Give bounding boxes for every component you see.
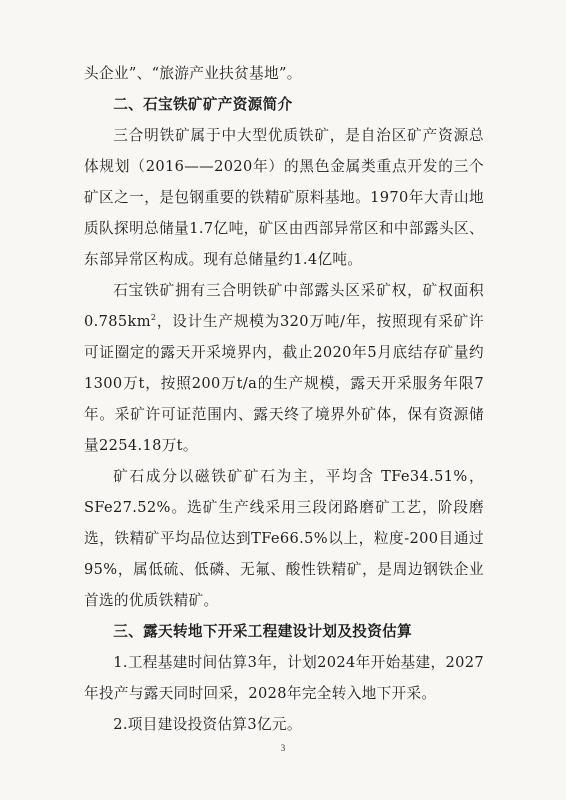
page-number: 3 <box>280 743 286 753</box>
document-body <box>84 58 484 740</box>
paragraph-mining-rights: 石宝铁矿拥有三合明铁矿中部露头区采矿权，矿权面积$0.785km^2$，设计生产规模为320万吨/年，按照现有采矿许可证圈定的露天开采境界内，截止2020年5月底结存矿量约1300万t，按照200万t/a的生产规模，露天开采服务年限7年。采矿许可证范围内、露天终了境界外矿体，保有资源储量2254.18万t。 <box>84 282 484 454</box>
paragraph-construction-schedule: 1.工程基建时间估算3年，计划2024年开始基建，2027年投产与露天同时回采，2028年完全转入地下开采。 <box>84 654 484 702</box>
paragraph-ore-composition: 矿石成分以磁铁矿矿石为主，平均含 TFe34.51%，SFe27.52%。选矿生产线采用三段闭路磨矿工艺，阶段磨选，铁精矿平均品位达到TFe66.5%以上，粒度-200目通过95%，属低硫、低磷、无氟、酸性铁精矿，是周边钢铁企业首选的优质铁精矿。 <box>84 468 484 609</box>
section-heading-3: 三、露天转地下开采工程建设计划及投资估算 <box>113 623 413 640</box>
paragraph-investment: 2.项目建设投资估算3亿元。 <box>113 716 302 733</box>
paragraph-sanheming-overview: 三合明铁矿属于中大型优质铁矿，是自治区矿产资源总体规划（2016——2020年）的黑色金属类重点开发的三个矿区之一，是包钢重要的铁精矿原料基地。1970年大青山地质队探明总储量1.7亿吨，矿区由西部异常区和中部露头区、东部异常区构成。现有总储量约1.4亿吨。 <box>84 127 484 268</box>
paragraph-continuation: 头企业”、“旅游产业扶贫基地”。 <box>84 65 302 82</box>
section-heading-2: 二、石宝铁矿矿产资源简介 <box>113 96 293 113</box>
